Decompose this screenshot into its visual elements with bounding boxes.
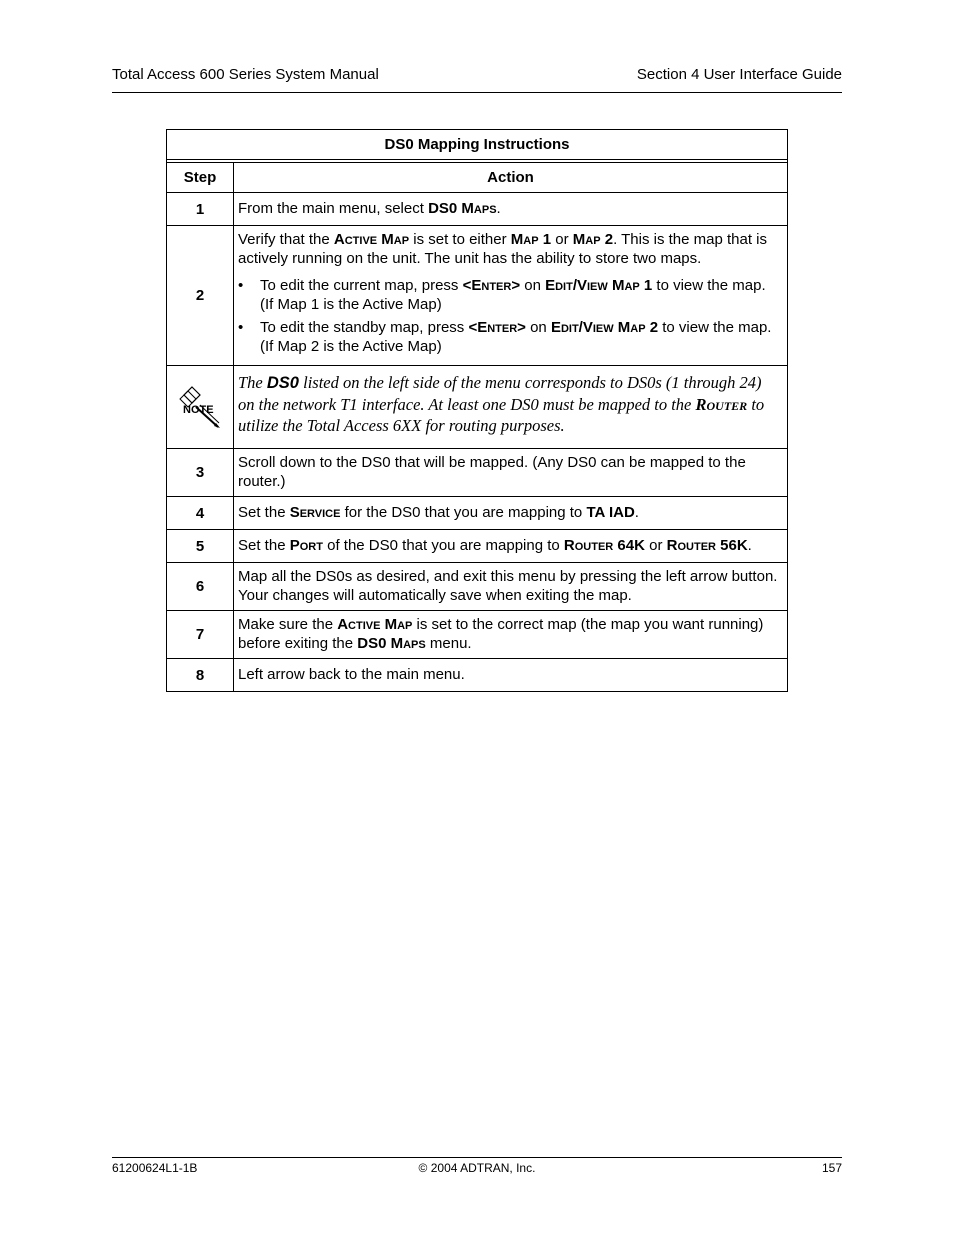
section-title: Section 4 User Interface Guide [636, 66, 842, 83]
bullet-mark: • [238, 277, 244, 294]
step-action [234, 611, 788, 659]
action-text: Make sure the [238, 616, 338, 633]
action-text: on [525, 319, 551, 336]
action-text: . [747, 537, 752, 554]
step-number: 2 [167, 226, 234, 366]
table-row [167, 530, 788, 563]
action-text: To edit the standby map, press [260, 319, 469, 336]
action-text: is set to either [409, 231, 511, 248]
action-text: to view the map. (If Map 2 is the Active Map) [260, 319, 772, 355]
table-title: DS0 Mapping Instructions [167, 130, 788, 160]
step-column-header: Step [167, 163, 234, 193]
action-text: is set to the correct map (the map you want running) before exiting the [238, 616, 764, 652]
table-row [167, 193, 788, 226]
note-keyword: DS0 [266, 374, 299, 392]
manual-title: Total Access 600 Series System Manual [112, 66, 379, 83]
table-row [167, 563, 788, 611]
menu-keyword: DS0 Maps [428, 200, 497, 217]
value-keyword: Router 64K [563, 537, 645, 554]
action-text: From the main menu, select [238, 200, 429, 217]
action-text: or [551, 231, 573, 248]
step-action [234, 497, 788, 530]
step-action [234, 193, 788, 226]
action-text: Set the [238, 504, 290, 521]
note-keyword: Router [695, 395, 748, 414]
table-row [167, 449, 788, 497]
table-row [167, 611, 788, 659]
step-action [234, 226, 788, 366]
value-keyword: TA IAD [586, 504, 635, 521]
action-text: Set the [238, 537, 290, 554]
menu-keyword: Active Map [333, 231, 410, 248]
menu-keyword: Service [289, 504, 341, 521]
bullet-mark: • [238, 319, 244, 336]
menu-keyword: Edit/View Map 2 [550, 319, 659, 336]
note-pencil-icon [178, 385, 222, 429]
list-item [238, 276, 781, 314]
action-text: Left arrow back to the main menu. [238, 666, 465, 683]
note-sentence: listed on the left side of the menu corresponds to DS0s (1 through 24) on the network T1 interface. At least one DS0 must be mapped to the [238, 373, 762, 414]
page-number: 157 [821, 1161, 842, 1175]
action-text: of the DS0 that you are mapping to [322, 537, 564, 554]
menu-keyword: DS0 Maps [357, 635, 426, 652]
action-text: to view the map. (If Map 1 is the Active Map) [260, 277, 766, 313]
key-keyword: <Enter> [462, 277, 521, 294]
action-text: . [634, 504, 639, 521]
step-number: 5 [167, 530, 234, 563]
step-number: 6 [167, 563, 234, 611]
step-number: 1 [167, 193, 234, 226]
key-keyword: <Enter> [468, 319, 526, 336]
note-text [234, 366, 788, 449]
step-action [234, 563, 788, 611]
action-text: Scroll down to the DS0 that will be mapped. (Any DS0 can be mapped to the router.) [238, 454, 746, 490]
action-text: Map all the DS0s as desired, and exit this menu by pressing the left arrow button. Your changes will automatically save when exiting the map. [238, 568, 778, 604]
step-action [234, 659, 788, 692]
bullet-list [238, 276, 781, 356]
step-number: 7 [167, 611, 234, 659]
table-row [167, 659, 788, 692]
action-text: . [496, 200, 501, 217]
action-text: menu. [425, 635, 472, 652]
action-column-header: Action [234, 163, 788, 193]
page-footer [112, 1157, 842, 1178]
page-header [112, 64, 842, 93]
note-sentence: to utilize the Total Access 6XX for routing purposes. [238, 395, 765, 435]
action-text: To edit the current map, press [260, 277, 463, 294]
note-icon-label: NOTE [183, 404, 214, 416]
action-text: for the DS0 that you are mapping to [340, 504, 587, 521]
menu-keyword: Edit/View Map 1 [545, 277, 653, 294]
note-row [167, 366, 788, 449]
step-action [234, 449, 788, 497]
step-number: 3 [167, 449, 234, 497]
menu-keyword: Map 1 [510, 231, 552, 248]
step-action [234, 530, 788, 563]
value-keyword: Router 56K [666, 537, 748, 554]
menu-keyword: Map 2 [572, 231, 614, 248]
document-number: 61200624L1-1B [112, 1161, 198, 1175]
step-number: 8 [167, 659, 234, 692]
list-item [238, 318, 781, 356]
menu-keyword: Port [289, 537, 323, 554]
menu-keyword: Active Map [337, 616, 413, 633]
note-icon-cell [167, 366, 234, 449]
note-sentence: The [238, 373, 267, 392]
action-text: on [520, 277, 546, 294]
action-text: Verify that the [238, 231, 334, 248]
action-text: or [644, 537, 667, 554]
table-row [167, 497, 788, 530]
step-number: 4 [167, 497, 234, 530]
table-row [167, 226, 788, 366]
action-text: . This is the map that is actively running on the unit. The unit has the ability to store two maps. [238, 231, 768, 267]
ds0-mapping-table [166, 129, 788, 692]
copyright: © 2004 ADTRAN, Inc. [418, 1161, 536, 1175]
